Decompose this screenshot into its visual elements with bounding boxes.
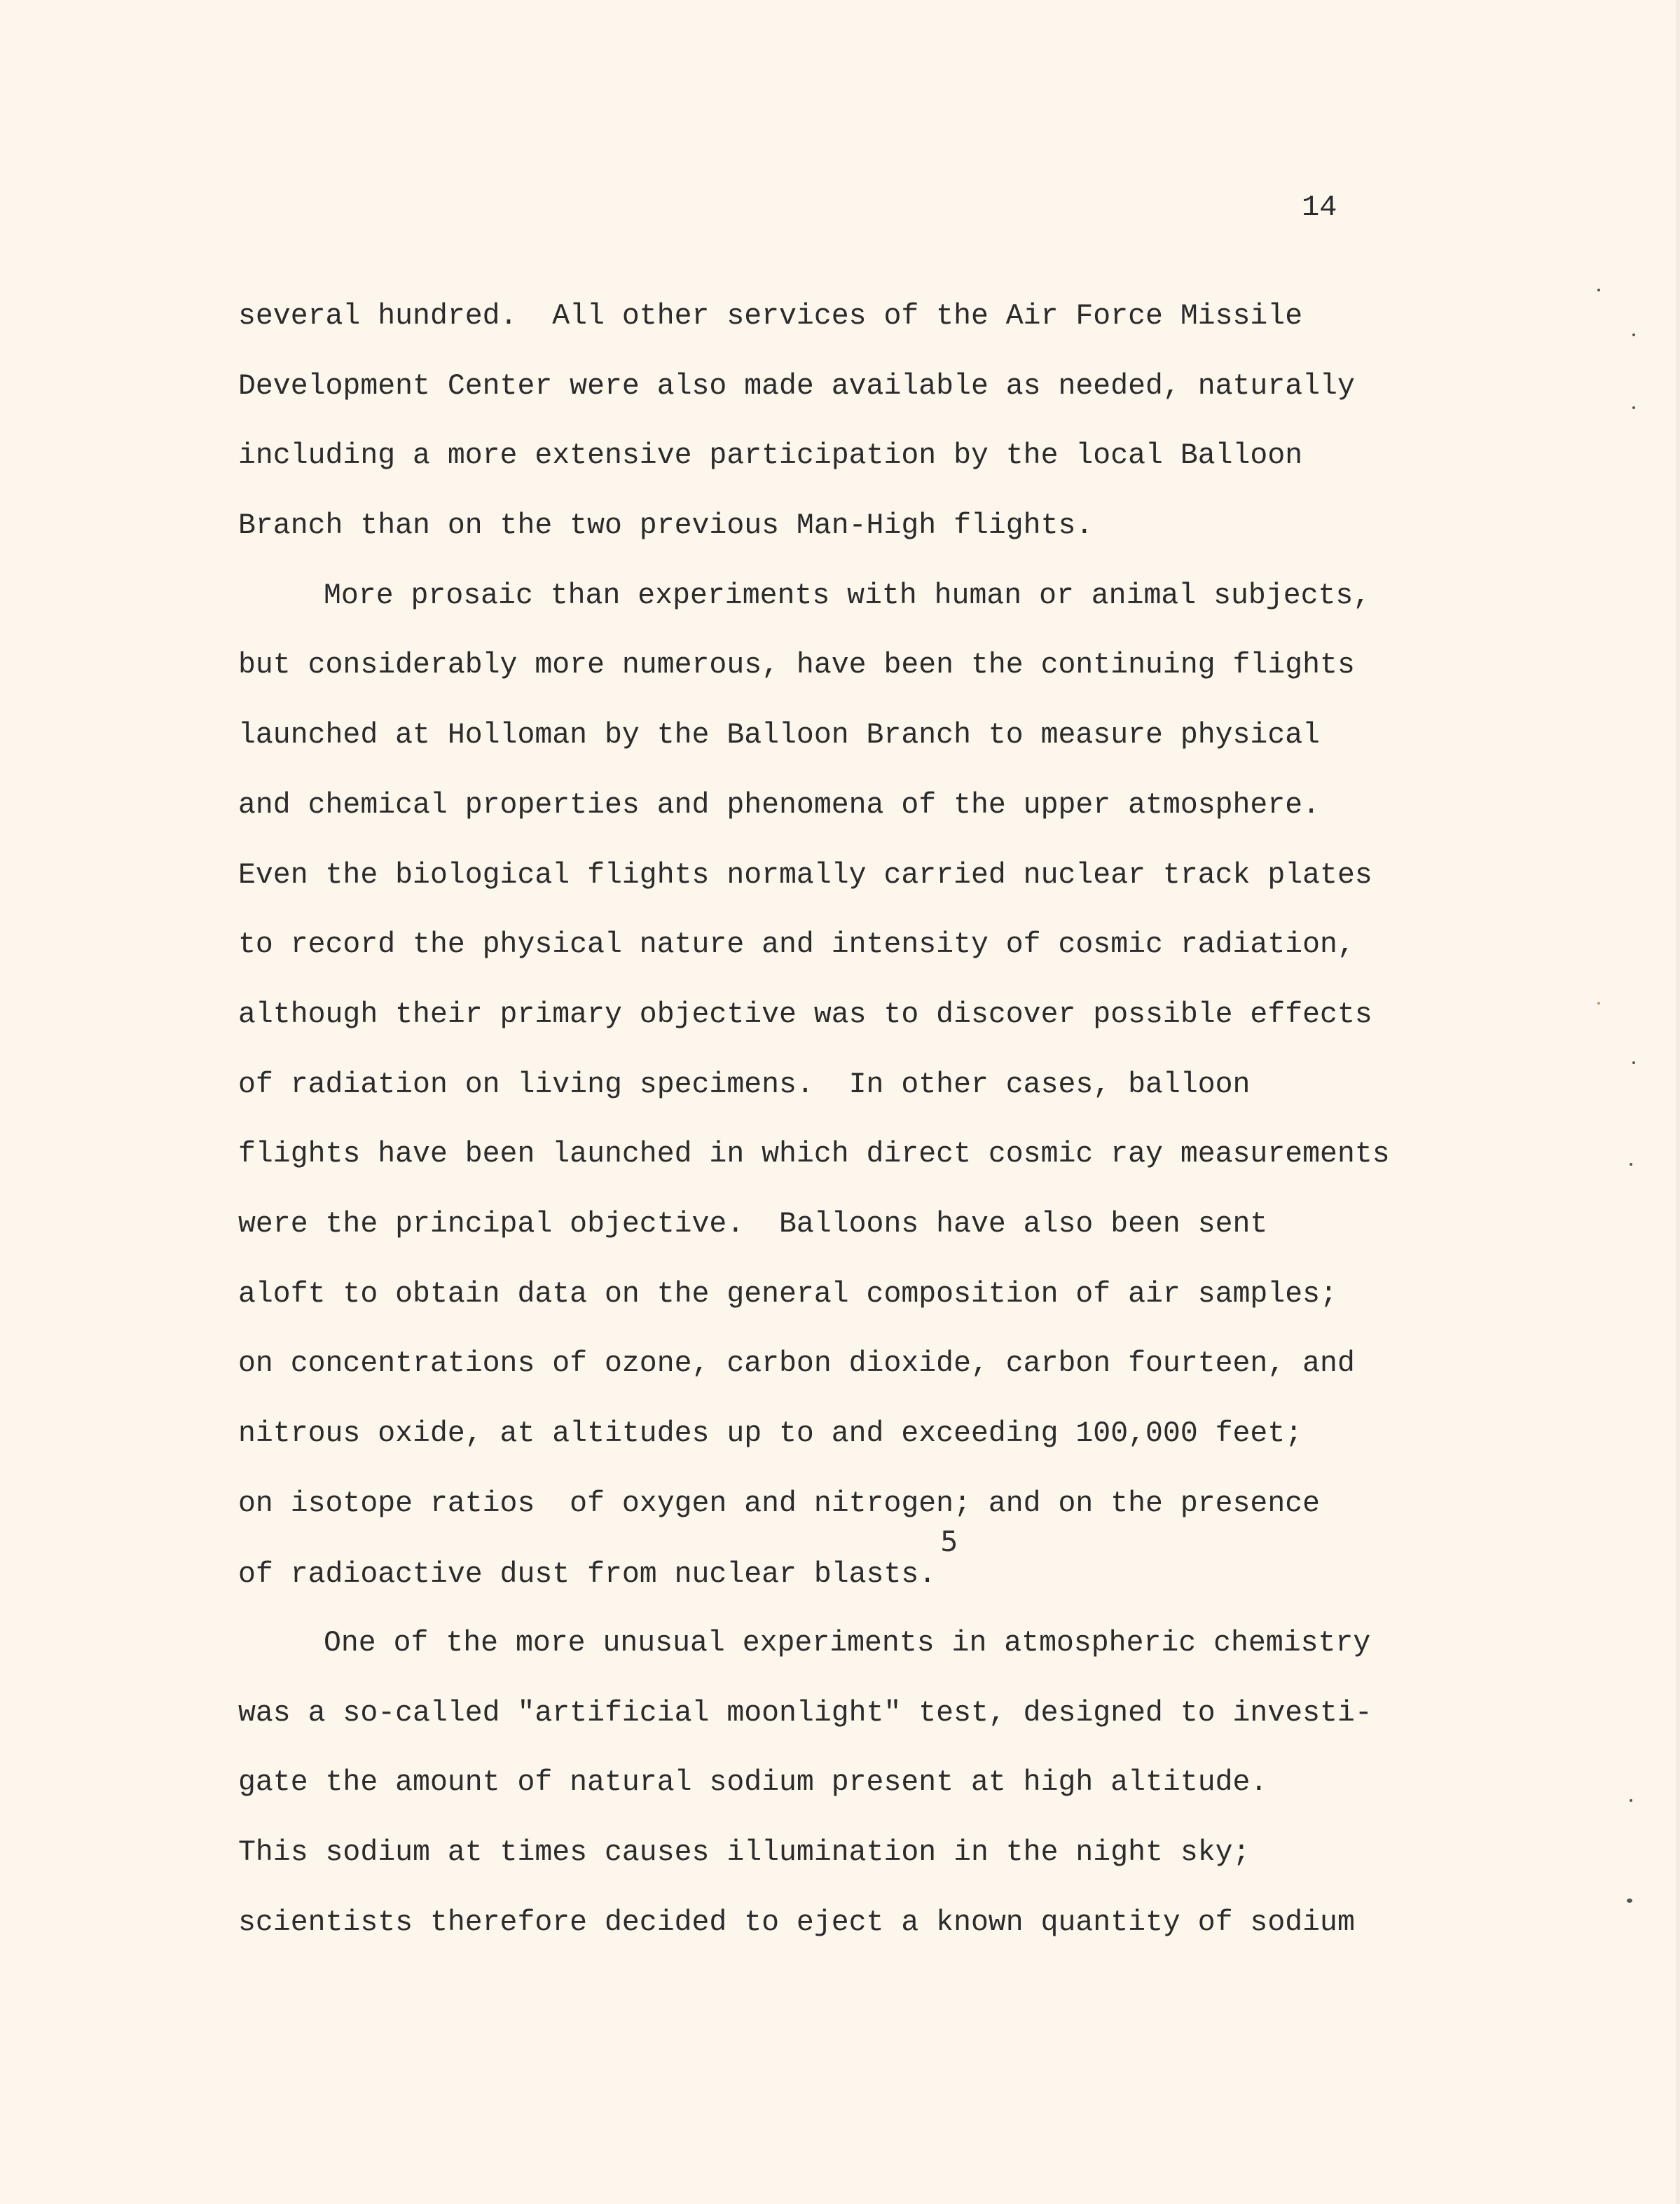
text-line-content: on concentrations of ozone, carbon dioxide, carbon fourteen, and: [238, 1347, 1355, 1381]
text-line: [238, 1050, 1569, 1120]
text-line-content: of radioactive dust from nuclear blasts.: [238, 1558, 937, 1592]
text-line: [238, 1888, 1569, 1958]
footnote-reference: 5: [940, 1526, 958, 1559]
text-line-content: and chemical properties and phenomena of the upper atmosphere.: [238, 788, 1321, 822]
text-line: [238, 1190, 1569, 1260]
text-line-content: flights have been launched in which direct cosmic ray measurements: [238, 1138, 1390, 1171]
text-line: [238, 910, 1569, 980]
text-line-content: scientists therefore decided to eject a known quantity of sodium: [238, 1906, 1355, 1939]
scan-speck: [1597, 289, 1600, 291]
text-line-content: including a more extensive participation by the local Balloon: [238, 439, 1303, 473]
text-line: [238, 841, 1569, 911]
body-text: [238, 282, 1569, 1958]
scan-speck: [1630, 1799, 1632, 1802]
text-line-content: gate the amount of natural sodium present at high altitude.: [238, 1766, 1268, 1800]
text-line: [238, 491, 1569, 561]
text-line-content: was a so-called "artificial moonlight" test, designed to investi-: [238, 1696, 1372, 1730]
page-edge: [1676, 0, 1680, 2204]
scan-speck: [1630, 1163, 1632, 1166]
page-number: 14: [1302, 191, 1337, 224]
text-line: [238, 352, 1569, 422]
text-line-content: were the principal objective. Balloons have also been sent: [238, 1207, 1268, 1241]
text-line: [238, 1526, 1569, 1609]
text-line: [238, 631, 1569, 701]
text-line-content: although their primary objective was to discover possible effects: [238, 998, 1372, 1031]
text-line-content: several hundred. All other services of the Air Force Missile: [238, 300, 1303, 333]
text-line: [238, 1609, 1569, 1679]
text-line: [238, 561, 1569, 631]
text-line-content: of radiation on living specimens. In other cases, balloon: [238, 1068, 1251, 1101]
scan-speck: [1632, 333, 1635, 336]
text-line-content: More prosaic than experiments with human or animal subjects,: [324, 579, 1371, 612]
text-line-content: Branch than on the two previous Man-High flights.: [238, 509, 1094, 543]
text-line: [238, 1818, 1569, 1888]
text-line: [238, 980, 1569, 1050]
scan-speck: [1632, 1061, 1635, 1064]
text-line-content: launched at Holloman by the Balloon Branch to measure physical: [238, 719, 1321, 752]
text-line-content: Even the biological flights normally carried nuclear track plates: [238, 858, 1372, 892]
text-line: [238, 282, 1569, 352]
text-line: [238, 1469, 1569, 1539]
text-line: [238, 1329, 1569, 1399]
scan-speck: [1632, 406, 1635, 409]
scan-speck: [1597, 1002, 1600, 1005]
text-line: [238, 771, 1569, 841]
text-line-content: but considerably more numerous, have been the continuing flights: [238, 649, 1355, 682]
text-line: [238, 1260, 1569, 1330]
text-line-content: aloft to obtain data on the general composition of air samples;: [238, 1277, 1337, 1311]
text-line: [238, 1399, 1569, 1469]
text-line-content: on isotope ratios of oxygen and nitrogen; and on the presence: [238, 1487, 1321, 1520]
text-line-content: Development Center were also made available as needed, naturally: [238, 369, 1355, 403]
text-line: [238, 421, 1569, 491]
text-line-content: nitrous oxide, at altitudes up to and exceeding 100,000 feet;: [238, 1417, 1303, 1450]
text-line: [238, 1748, 1569, 1818]
scan-speck: [1627, 1899, 1632, 1903]
text-line-content: One of the more unusual experiments in atmospheric chemistry: [324, 1627, 1371, 1660]
text-line: [238, 1679, 1569, 1749]
text-line-content: to record the physical nature and intensity of cosmic radiation,: [238, 928, 1355, 962]
text-line: [238, 1120, 1569, 1190]
text-line: [238, 701, 1569, 771]
text-line-content: This sodium at times causes illumination in the night sky;: [238, 1836, 1251, 1870]
